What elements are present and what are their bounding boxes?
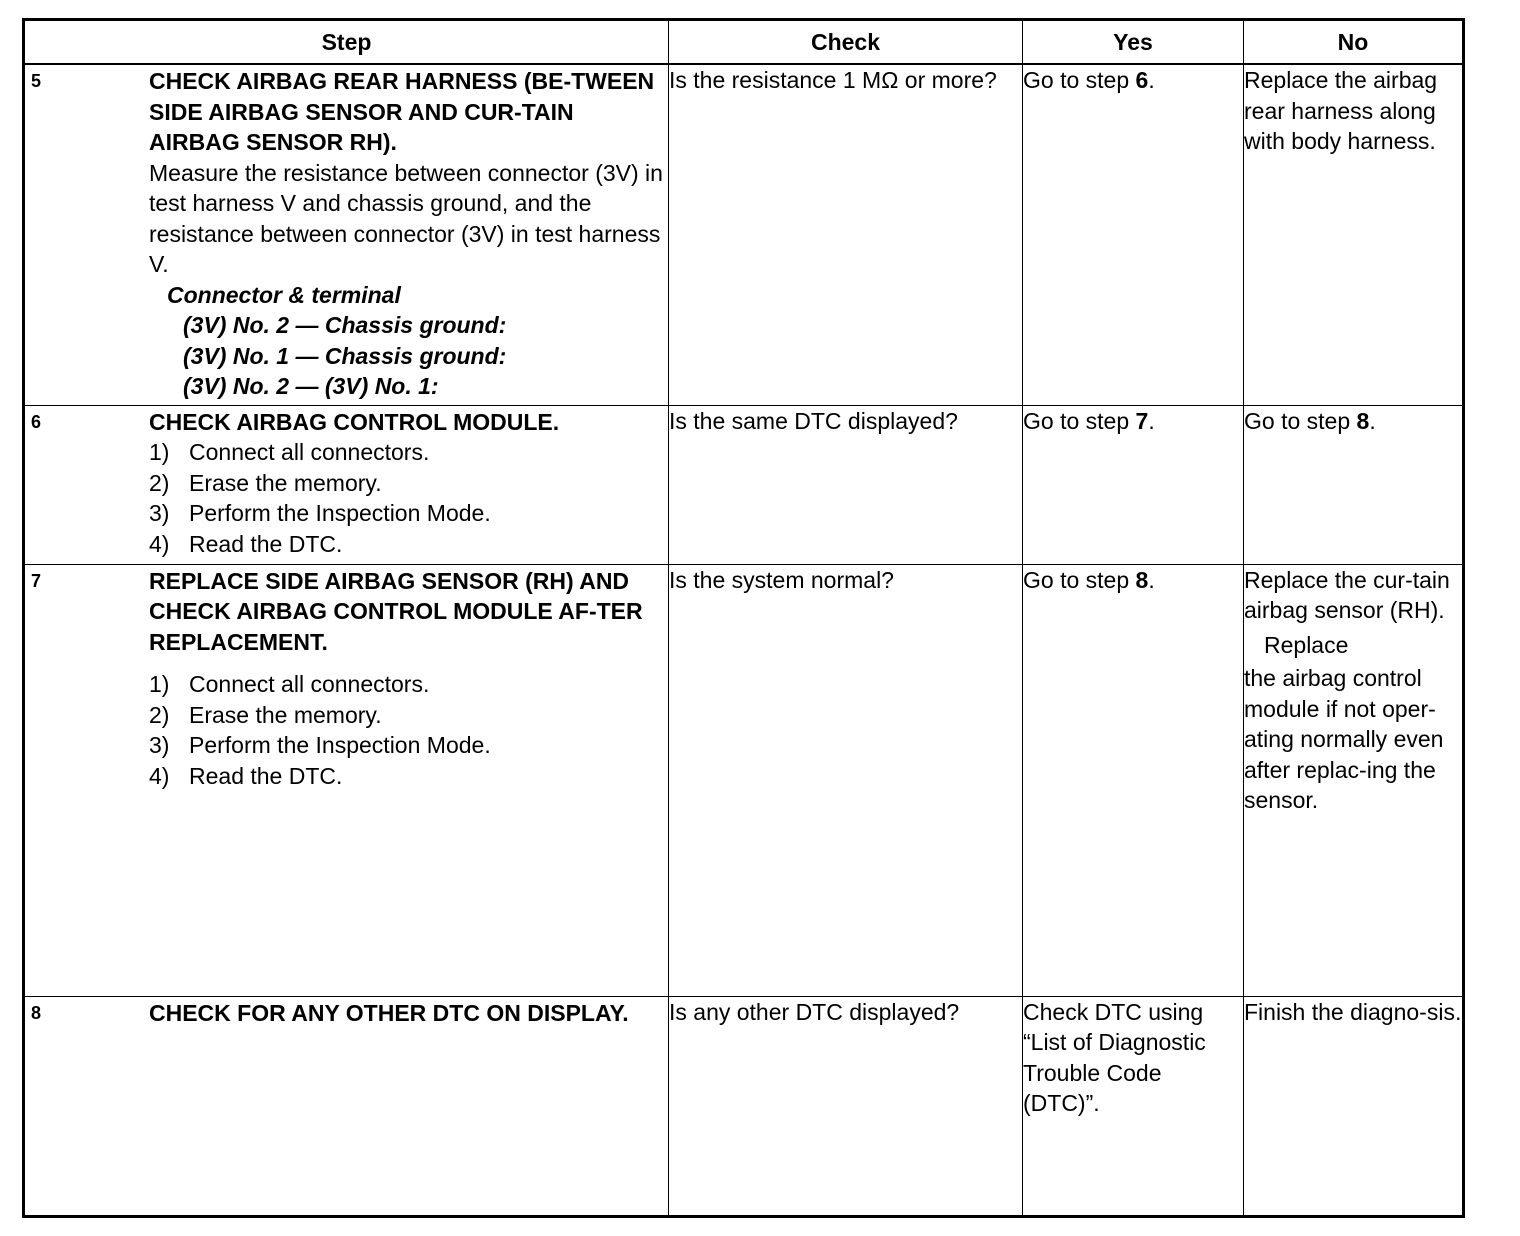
connector-item: (3V) No. 2 — (3V) No. 1: xyxy=(183,373,439,399)
step-title: CHECK AIRBAG CONTROL MODULE. xyxy=(149,408,560,435)
yes-cell xyxy=(1023,405,1244,564)
yes-prefix: Go to step xyxy=(1023,566,1136,593)
list-item xyxy=(149,468,664,499)
table-row xyxy=(24,405,1464,564)
yes-step-ref: 7 xyxy=(1135,407,1149,434)
step-cell xyxy=(24,405,669,564)
step-number: 5 xyxy=(31,71,42,91)
no-text-part1: Replace the cur-tain airbag sensor (RH). xyxy=(1244,566,1450,623)
yes-cell xyxy=(1023,564,1244,996)
table-row xyxy=(24,64,1464,405)
step-cell xyxy=(24,564,669,996)
diagnostic-table xyxy=(22,18,1465,1218)
step-title: CHECK FOR ANY OTHER DTC ON DISPLAY. xyxy=(149,999,629,1026)
spacer xyxy=(149,657,664,669)
procedure-text: Read the DTC. xyxy=(189,530,343,557)
procedure-list xyxy=(149,437,664,559)
table-header-row xyxy=(24,20,1464,65)
step-cell xyxy=(24,996,669,1216)
check-cell: Is the same DTC displayed? xyxy=(669,405,1023,564)
list-item xyxy=(149,669,664,700)
no-cell xyxy=(1244,405,1464,564)
yes-suffix: . xyxy=(1148,566,1155,593)
header-step: Step xyxy=(24,20,669,65)
yes-cell xyxy=(1023,64,1244,405)
list-item xyxy=(149,730,664,761)
procedure-number: 2) xyxy=(149,469,170,496)
step-number: 8 xyxy=(31,1002,42,1023)
procedure-number: 2) xyxy=(149,701,170,728)
procedure-text: Erase the memory. xyxy=(189,469,382,496)
list-item xyxy=(149,437,664,468)
procedure-number: 1) xyxy=(149,439,170,465)
check-cell: Is the resistance 1 MΩ or more? xyxy=(669,64,1023,405)
procedure-text: Read the DTC. xyxy=(189,762,343,789)
table-row xyxy=(24,996,1464,1216)
check-cell: Is the system normal? xyxy=(669,564,1023,996)
list-item xyxy=(149,498,664,529)
yes-cell: Check DTC using “List of Diagnostic Trouble Code (DTC)”. xyxy=(1023,996,1244,1216)
step-title: CHECK AIRBAG REAR HARNESS (BE-TWEEN SIDE AIRBAG SENSOR AND CUR-TAIN AIRBAG SENSOR RH). xyxy=(149,68,655,155)
yes-prefix: Go to step xyxy=(1023,407,1136,434)
procedure-text: Erase the memory. xyxy=(189,701,382,728)
step-number: 6 xyxy=(31,411,42,432)
yes-prefix: Go to step xyxy=(1023,67,1136,93)
yes-suffix: . xyxy=(1148,407,1155,434)
connector-item: (3V) No. 1 — Chassis ground: xyxy=(183,342,507,369)
yes-step-ref: 6 xyxy=(1135,67,1149,93)
step-cell xyxy=(24,64,669,405)
procedure-number: 1) xyxy=(149,671,170,697)
procedure-number: 3) xyxy=(149,732,170,758)
procedure-text: Perform the Inspection Mode. xyxy=(189,732,491,758)
yes-suffix: . xyxy=(1148,67,1155,93)
header-yes: Yes xyxy=(1023,20,1244,65)
no-cell xyxy=(1244,564,1464,996)
list-item xyxy=(149,761,664,792)
no-cell: Replace the airbag rear harness along with body harness. xyxy=(1244,64,1464,405)
header-check: Check xyxy=(669,20,1023,65)
no-cell: Finish the diagno-sis. xyxy=(1244,996,1464,1216)
procedure-number: 4) xyxy=(149,530,170,557)
header-no: No xyxy=(1244,20,1464,65)
list-item xyxy=(149,529,664,560)
procedure-list xyxy=(149,669,664,791)
step-number: 7 xyxy=(31,570,42,591)
no-step-ref: 8 xyxy=(1356,407,1370,434)
procedure-text: Perform the Inspection Mode. xyxy=(189,500,491,526)
procedure-number: 3) xyxy=(149,500,170,526)
step-description: Measure the resistance between connector (3V) in test harness V and chassis ground, and the resistance between connector (3V) in test harness V. xyxy=(149,159,663,277)
no-suffix: . xyxy=(1369,407,1376,434)
connector-heading: Connector & terminal xyxy=(167,281,401,308)
list-item xyxy=(149,700,664,731)
connector-item: (3V) No. 2 — Chassis ground: xyxy=(183,312,507,338)
step-title: REPLACE SIDE AIRBAG SENSOR (RH) AND CHECK AIRBAG CONTROL MODULE AF-TER REPLACEMENT. xyxy=(149,567,643,655)
procedure-number: 4) xyxy=(149,762,170,789)
no-text-part3: the airbag control module if not oper-ating normally even after replac-ing the sensor. xyxy=(1244,665,1444,813)
no-text-part2: Replace xyxy=(1264,631,1349,658)
yes-step-ref: 8 xyxy=(1135,566,1149,593)
no-prefix: Go to step xyxy=(1244,407,1357,434)
procedure-text: Connect all connectors. xyxy=(189,671,430,697)
procedure-text: Connect all connectors. xyxy=(189,439,430,465)
check-cell: Is any other DTC displayed? xyxy=(669,996,1023,1216)
table-row xyxy=(24,564,1464,996)
